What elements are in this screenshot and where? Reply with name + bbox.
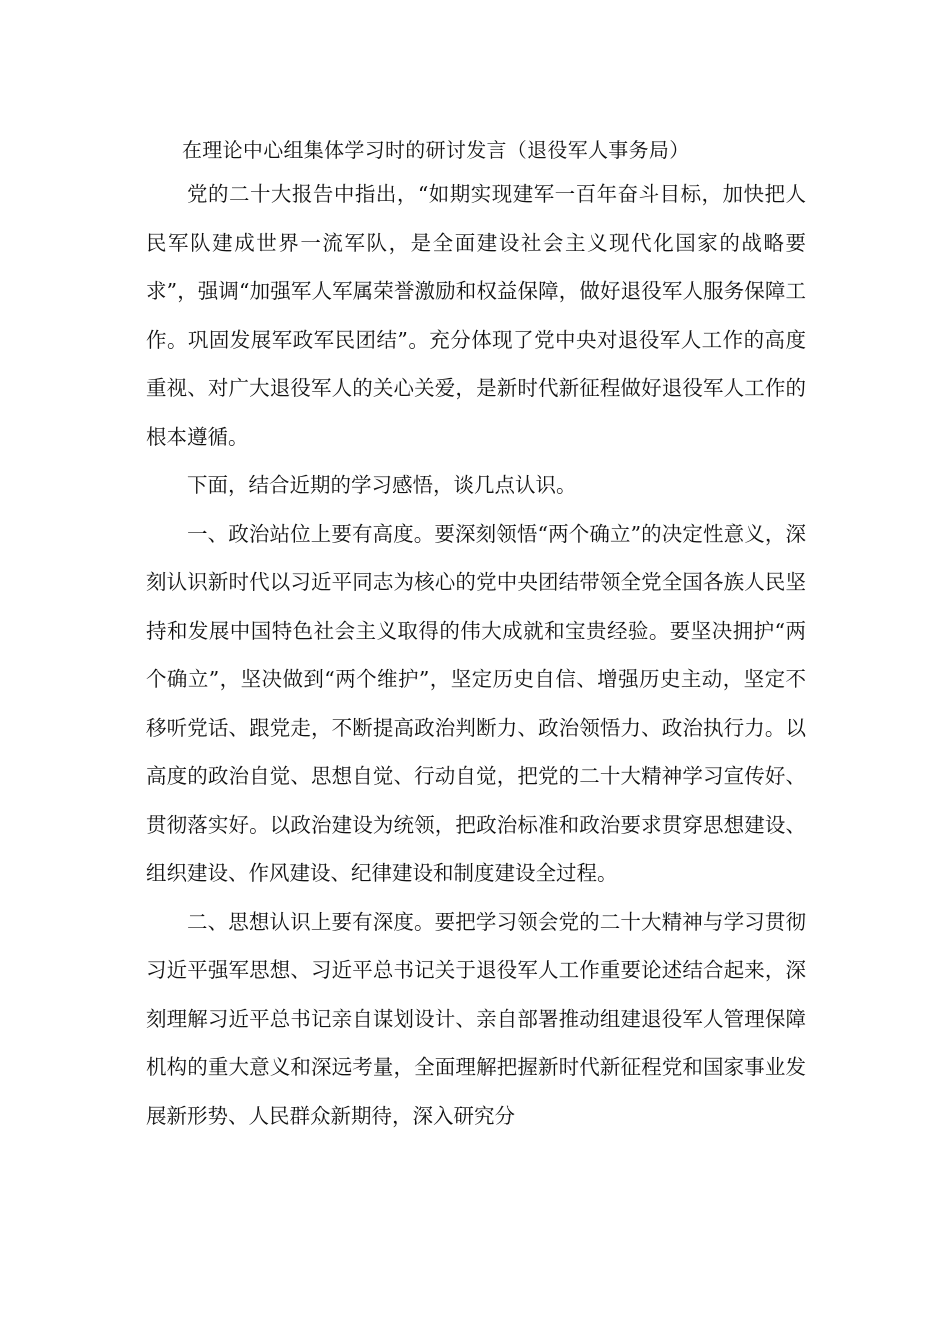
document-title: 在理论中心组集体学习时的研讨发言（退役军人事务局） — [182, 138, 690, 162]
document-body — [146, 129, 806, 1140]
paragraph-point-two: 二、思想认识上要有深度。要把学习领会党的二十大精神与学习贯彻习近平强军思想、习近平总书记关于退役军人工作重要论述结合起来，深刻理解习近平总书记亲自谋划设计、亲自部署推动组建退役军人管理保障机构的重大意义和深远考量，全面理解把握新时代新征程党和国家事业发展新形势、人民群众新期待，深入研究分 — [146, 909, 806, 1128]
paragraph-point-one: 一、政治站位上要有高度。要深刻领悟“两个确立”的决定性意义，深刻认识新时代以习近平同志为核心的党中央团结带领全党全国各族人民坚持和发展中国特色社会主义取得的伟大成就和宝贵经验。要坚决拥护“两个确立”，坚决做到“两个维护”，坚定历史自信、增强历史主动，坚定不移听党话、跟党走，不断提高政治判断力、政治领悟力、政治执行力。以高度的政治自觉、思想自觉、行动自觉，把党的二十大精神学习宣传好、贯彻落实好。以政治建设为统领，把政治标准和政治要求贯穿思想建设、组织建设、作风建设、纪律建设和制度建设全过程。 — [146, 521, 806, 885]
paragraph-intro: 党的二十大报告中指出，“如期实现建军一百年奋斗目标，加快把人民军队建成世界一流军队，是全面建设社会主义现代化国家的战略要求”，强调“加强军人军属荣誉激励和权益保障，做好退役军人服务保障工作。巩固发展军政军民团结”。充分体现了党中央对退役军人工作的高度重视、对广大退役军人的关心关爱，是新时代新征程做好退役军人工作的根本遵循。 — [146, 182, 806, 449]
paragraph-transition: 下面，结合近期的学习感悟，谈几点认识。 — [187, 473, 577, 497]
